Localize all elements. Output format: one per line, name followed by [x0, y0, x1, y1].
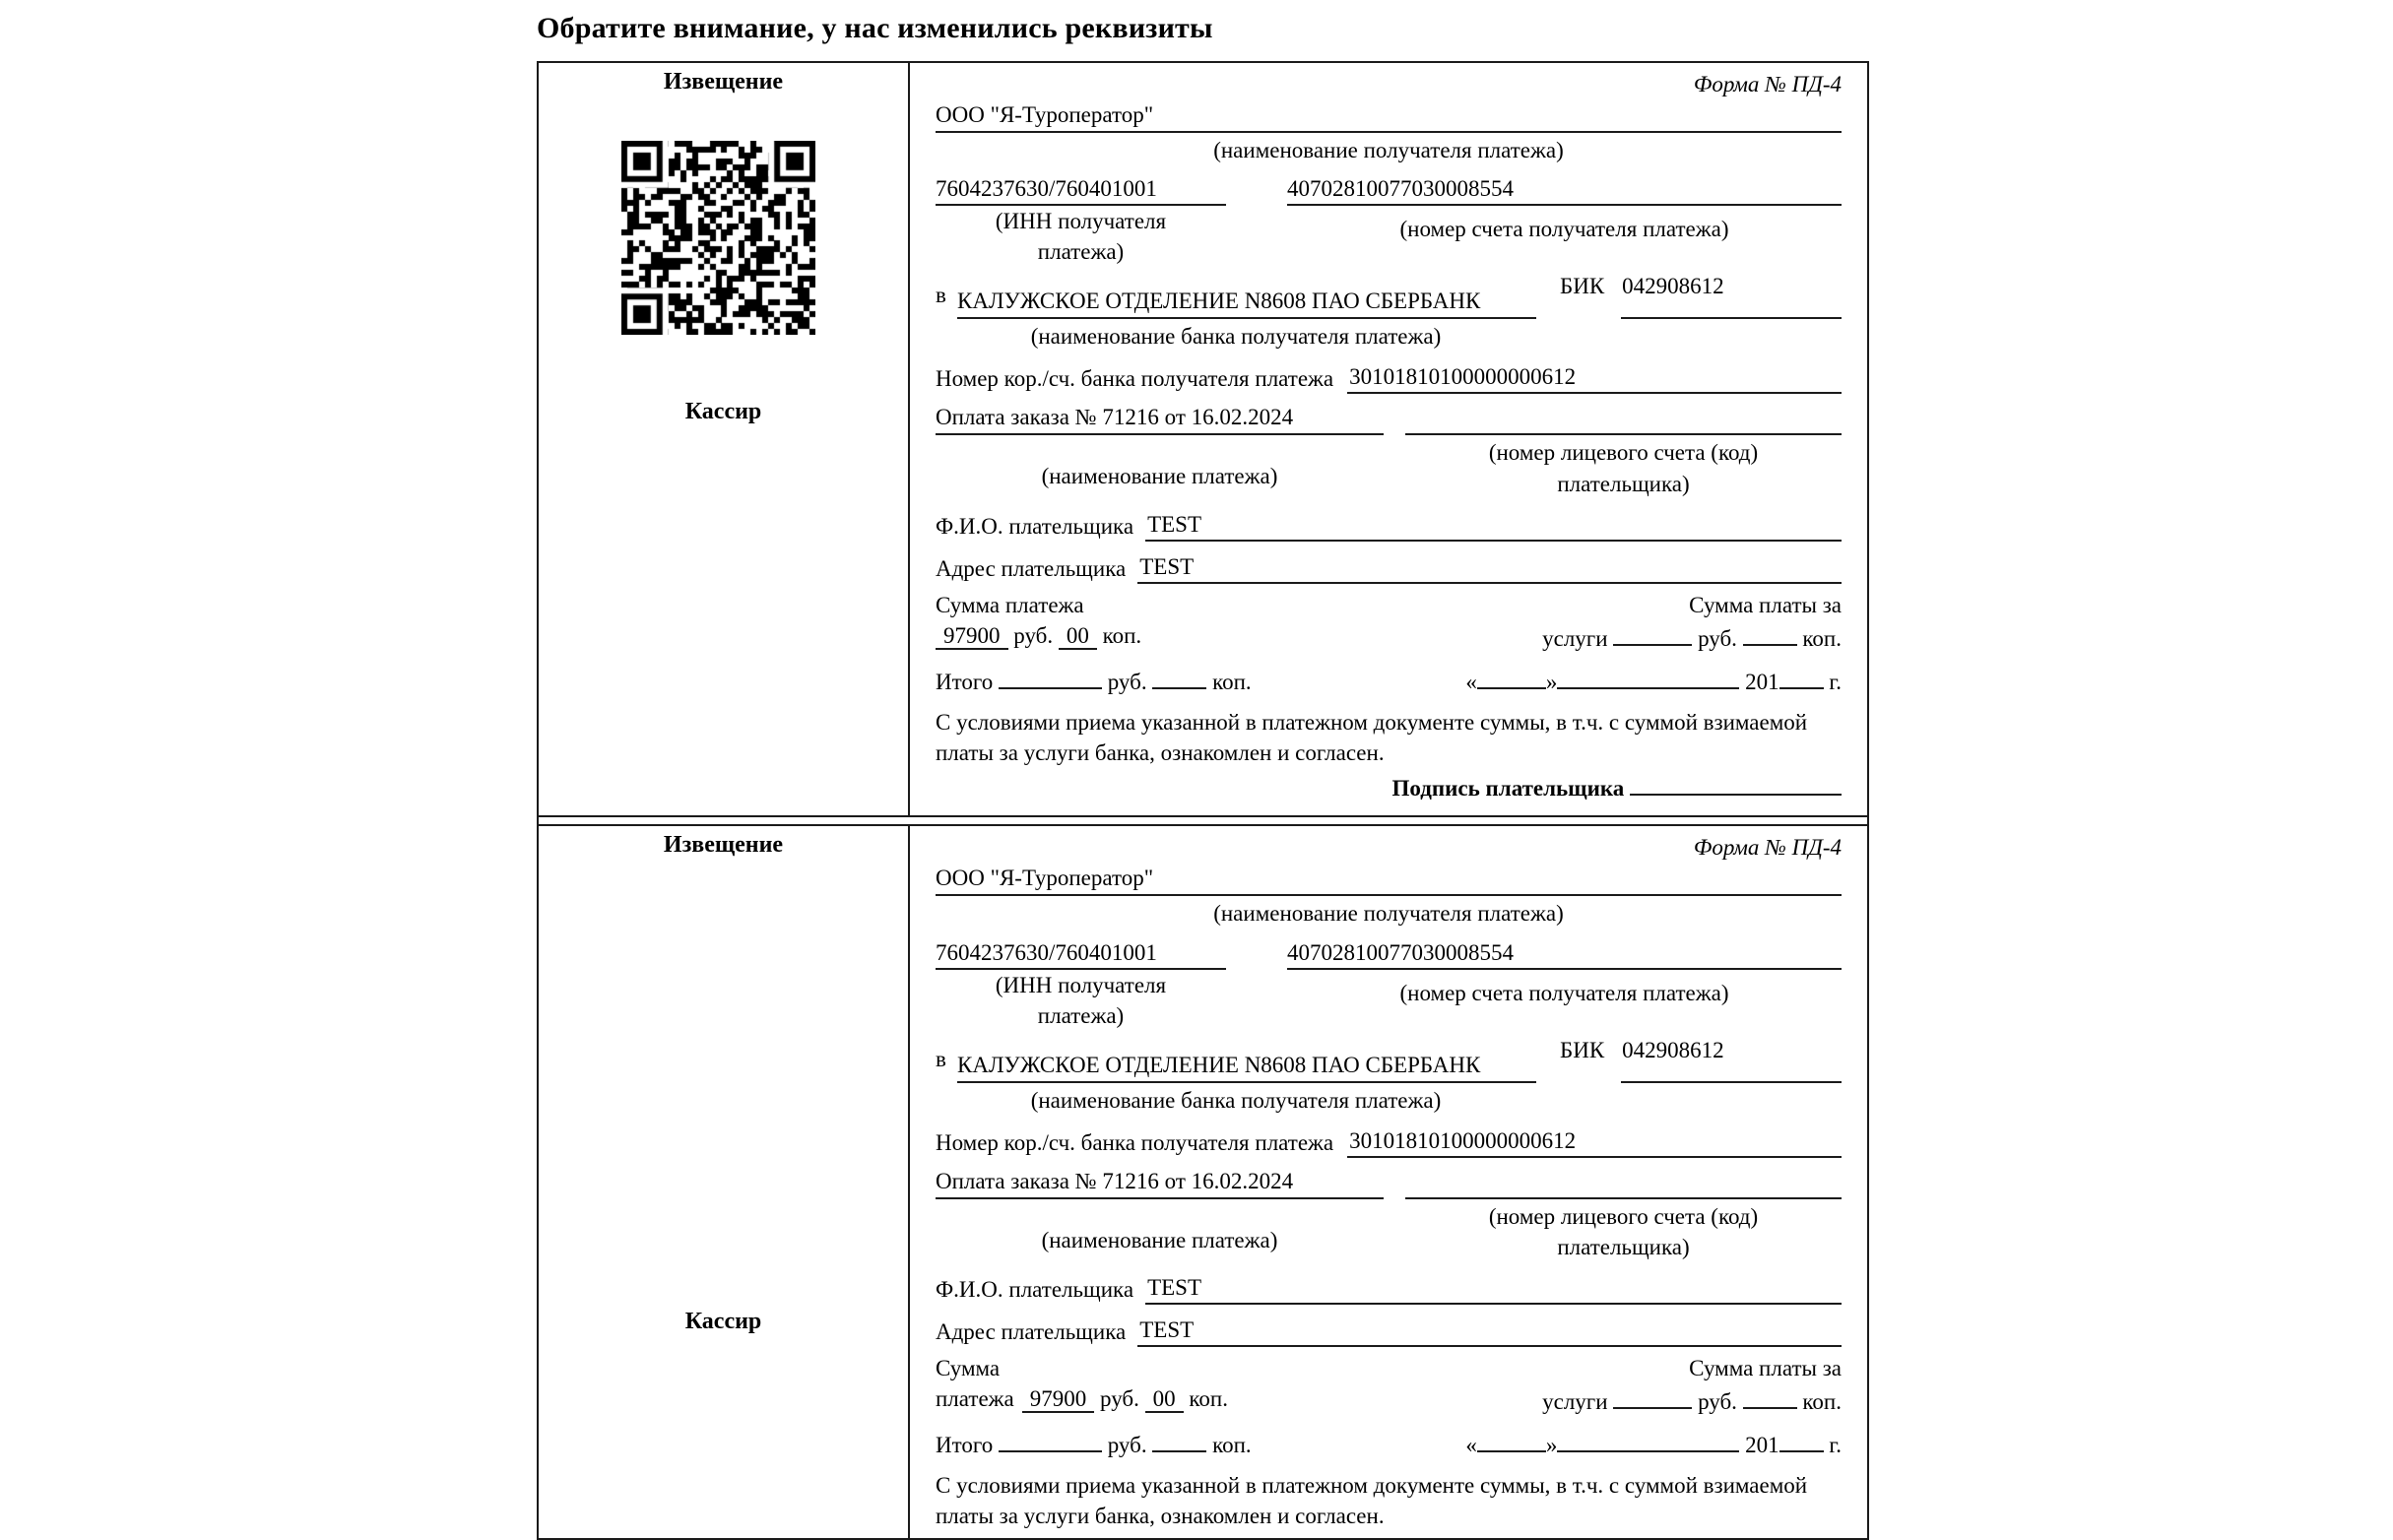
form-number: Форма № ПД-4: [1693, 835, 1842, 861]
agreement-text: С условиями приема указанной в платежном документе суммы, в т.ч. с суммой взимаемой платы за услуги банка, ознакомлен и согласен.: [936, 1473, 1808, 1529]
payment-purpose-row: [936, 402, 1842, 435]
inn-account-captions: [936, 970, 1842, 1031]
fio-label: Ф.И.О. плательщика: [936, 513, 1134, 539]
account-value: 40702810077030008554: [1287, 173, 1842, 206]
signature-blank: [1630, 770, 1842, 796]
kop-label: коп.: [1802, 625, 1842, 651]
fio-value: TEST: [1145, 509, 1842, 542]
bik-underline: [1621, 317, 1842, 319]
left-stub-column: [539, 826, 910, 1537]
address-row: [936, 551, 1842, 584]
amount-row: [936, 590, 1842, 654]
payment-document: [537, 4, 1869, 1540]
kop-label: коп.: [1102, 622, 1142, 648]
recipient-name: ООО "Я-Туроператор": [936, 863, 1842, 896]
corr-account-value: 30101810100000000612: [1347, 1125, 1842, 1158]
inn-caption: (ИНН получателя платежа): [995, 972, 1167, 1028]
kop-label: коп.: [1212, 670, 1252, 695]
date-year-suffix: г.: [1829, 1433, 1842, 1458]
corr-account-row: [936, 1125, 1842, 1158]
inn-caption: (ИНН получателя платежа): [995, 209, 1167, 265]
stub-title: Извещение: [663, 832, 784, 859]
date-open-quote: «: [1465, 670, 1477, 695]
receipt-section-notice: [539, 63, 1867, 817]
corr-account-label: Номер кор./сч. банка получателя платежа: [936, 366, 1334, 392]
date-close-quote: »: [1545, 670, 1558, 695]
bik-label: БИК: [1560, 1037, 1605, 1062]
amount-rub: 97900: [936, 623, 1008, 650]
recipient-caption: (наименование получателя платежа): [1213, 138, 1564, 163]
date-year-blank: [1779, 1427, 1824, 1452]
page-title: Обратите внимание, у нас изменились реквизиты: [537, 12, 1213, 44]
date-open-quote: «: [1465, 1433, 1477, 1458]
bank-caption: (наименование банка получателя платежа): [1030, 1087, 1442, 1113]
amount-row: [936, 1353, 1842, 1417]
date-close-quote: »: [1545, 1433, 1558, 1458]
total-label: Итого: [936, 670, 994, 695]
fee-kop-blank: [1743, 620, 1797, 646]
payment-captions: [936, 435, 1842, 498]
total-kop-blank: [1152, 1427, 1206, 1452]
address-value: TEST: [1137, 1315, 1842, 1347]
total-row: [936, 664, 1842, 697]
inn-value: 7604237630/760401001: [936, 937, 1226, 970]
form-fields-column: [910, 63, 1867, 815]
payment-purpose: Оплата заказа № 71216 от 16.02.2024: [936, 1166, 1384, 1199]
total-rub-blank: [999, 664, 1102, 689]
total-kop-blank: [1152, 664, 1206, 689]
pd4-form: [537, 61, 1869, 1540]
date-year-prefix: 201: [1745, 670, 1779, 695]
date-year-blank: [1779, 664, 1824, 689]
cashier-label: Кассир: [684, 399, 762, 424]
total-row: [936, 1427, 1842, 1460]
inn-account-row: [936, 173, 1842, 206]
fee-rub-blank: [1613, 620, 1692, 646]
fee-label: Сумма платы за: [1689, 592, 1842, 617]
amount-kop: 00: [1145, 1386, 1184, 1413]
signature-label: Подпись плательщика: [1391, 776, 1625, 802]
fio-row: [936, 1272, 1842, 1305]
fee-rub-blank: [1613, 1383, 1692, 1409]
payment-caption: (наименование платежа): [1041, 464, 1278, 489]
date-year-prefix: 201: [1745, 1433, 1779, 1458]
kop-label: коп.: [1212, 1433, 1252, 1458]
date-day-blank: [1477, 664, 1546, 689]
date-year-suffix: г.: [1829, 670, 1842, 695]
personal-account-blank: [1405, 1168, 1842, 1199]
bank-caption: (наименование банка получателя платежа): [1030, 324, 1442, 350]
stub-title: Извещение: [663, 69, 784, 95]
left-stub-column: [539, 63, 910, 815]
payment-caption: (наименование платежа): [1041, 1227, 1278, 1252]
fee-label: Сумма платы за: [1689, 1356, 1842, 1381]
bik-value: 042908612: [1622, 1037, 1724, 1062]
rub-label: руб.: [1107, 670, 1147, 695]
account-caption: (номер счета получателя платежа): [1399, 217, 1729, 242]
qr-code: [621, 141, 815, 335]
agreement-text: С условиями приема указанной в платежном документе суммы, в т.ч. с суммой взимаемой платы за услуги банка, ознакомлен и согласен.: [936, 710, 1808, 766]
form-number: Форма № ПД-4: [1693, 72, 1842, 96]
rub-label: руб.: [1107, 1433, 1147, 1458]
date-day-blank: [1477, 1427, 1546, 1452]
amount-rub: 97900: [1022, 1386, 1095, 1413]
account-caption: (номер счета получателя платежа): [1399, 980, 1729, 1005]
inn-value: 7604237630/760401001: [936, 173, 1226, 206]
fee-kop-blank: [1743, 1383, 1797, 1409]
bank-row: [936, 271, 1842, 319]
payment-captions: [936, 1199, 1842, 1262]
amount-kop: 00: [1059, 623, 1097, 650]
fio-value: TEST: [1145, 1272, 1842, 1305]
bik-block: [1554, 271, 1842, 319]
total-rub-blank: [999, 1427, 1102, 1452]
rub-label: руб.: [1698, 625, 1737, 651]
signature-row: [936, 770, 1842, 809]
inn-account-captions: [936, 206, 1842, 267]
fee-services-label: услуги: [1542, 1389, 1608, 1415]
kop-label: коп.: [1189, 1386, 1228, 1412]
date-month-blank: [1557, 664, 1739, 689]
address-row: [936, 1315, 1842, 1347]
bik-label: БИК: [1560, 274, 1605, 299]
inn-account-row: [936, 937, 1842, 970]
in-preposition: в: [936, 1046, 946, 1071]
rub-label: руб.: [1013, 622, 1054, 648]
date-month-blank: [1557, 1427, 1739, 1452]
rub-label: руб.: [1100, 1386, 1139, 1412]
recipient-name: ООО "Я-Туроператор": [936, 99, 1842, 133]
address-label: Адрес плательщика: [936, 555, 1127, 581]
bik-underline: [1621, 1081, 1842, 1083]
fio-row: [936, 509, 1842, 542]
amount-label-wrap: платежа: [936, 1386, 1014, 1412]
amount-label: Сумма платежа: [936, 592, 1084, 617]
form-fields-column: [910, 826, 1867, 1537]
recipient-caption: (наименование получателя платежа): [1213, 901, 1564, 927]
total-label: Итого: [936, 1433, 994, 1458]
in-preposition: в: [936, 283, 946, 308]
receipt-section-duplicate: [539, 824, 1867, 1537]
bank-row: [936, 1035, 1842, 1083]
address-value: TEST: [1137, 551, 1842, 584]
corr-account-row: [936, 361, 1842, 394]
personal-account-caption: (номер лицевого счета (код) плательщика): [1488, 440, 1759, 496]
amount-label: Сумма: [936, 1356, 1001, 1381]
rub-label: руб.: [1698, 1389, 1737, 1415]
personal-account-blank: [1405, 405, 1842, 436]
corr-account-value: 30101810100000000612: [1347, 361, 1842, 394]
kop-label: коп.: [1802, 1389, 1842, 1415]
bank-name: КАЛУЖСКОЕ ОТДЕЛЕНИЕ N8608 ПАО СБЕРБАНК: [957, 286, 1536, 319]
bik-value: 042908612: [1622, 274, 1724, 299]
corr-account-label: Номер кор./сч. банка получателя платежа: [936, 1129, 1334, 1155]
personal-account-caption: (номер лицевого счета (код) плательщика): [1488, 1203, 1759, 1259]
cashier-label: Кассир: [684, 1309, 762, 1335]
fio-label: Ф.И.О. плательщика: [936, 1276, 1134, 1302]
fee-services-label: услуги: [1542, 625, 1608, 651]
account-value: 40702810077030008554: [1287, 937, 1842, 970]
bik-block: [1554, 1035, 1842, 1083]
payment-purpose: Оплата заказа № 71216 от 16.02.2024: [936, 402, 1384, 435]
address-label: Адрес плательщика: [936, 1318, 1127, 1344]
bank-name: КАЛУЖСКОЕ ОТДЕЛЕНИЕ N8608 ПАО СБЕРБАНК: [957, 1050, 1536, 1083]
payment-purpose-row: [936, 1166, 1842, 1199]
